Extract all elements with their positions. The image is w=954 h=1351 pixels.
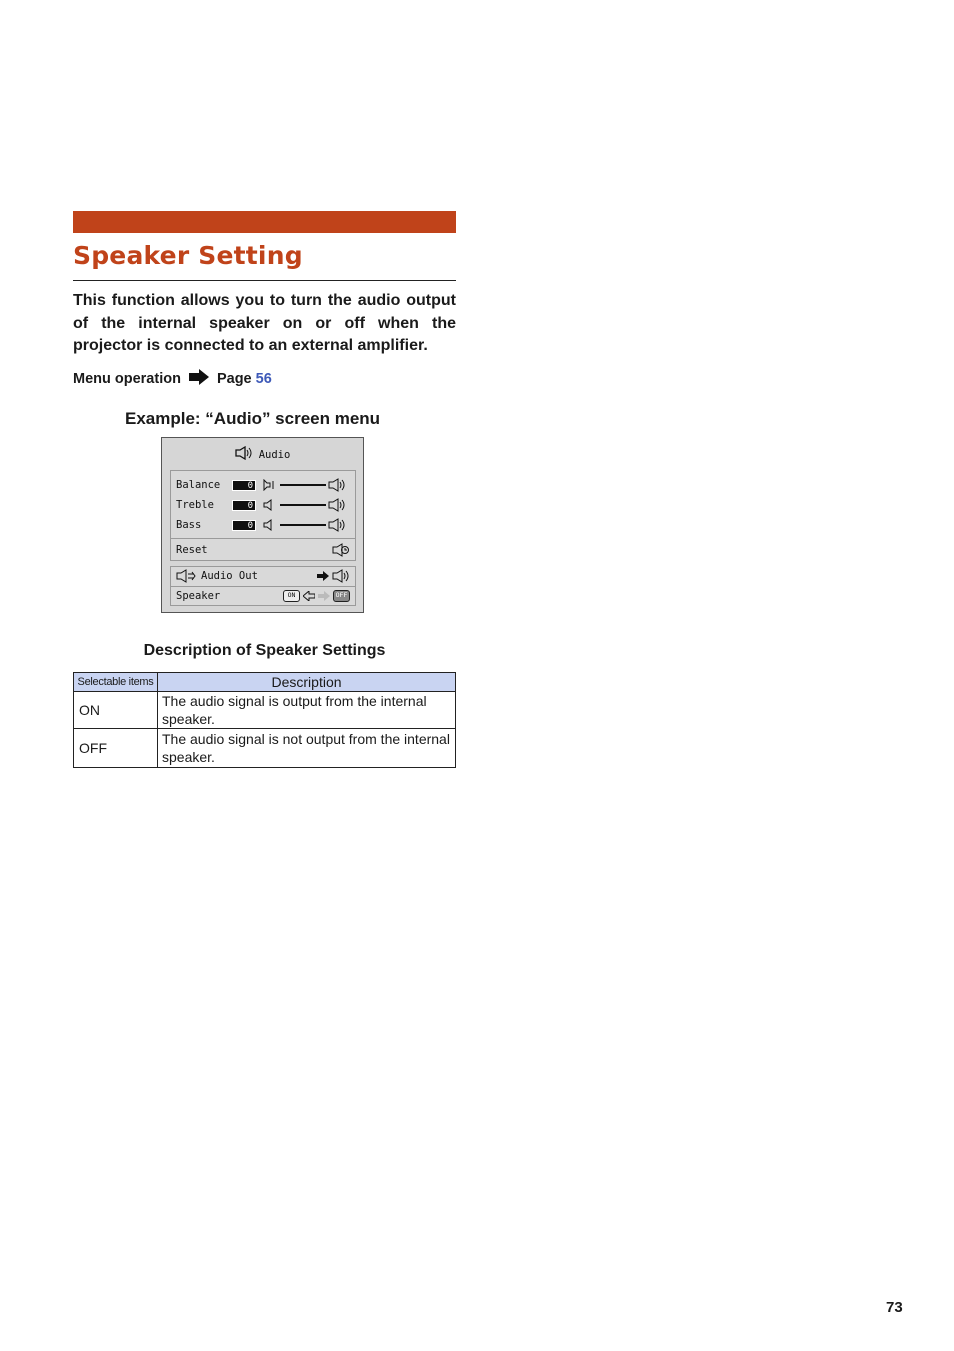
slider-track: [280, 524, 326, 526]
osd-row-speaker[interactable]: [176, 587, 350, 605]
example-caption: Example: “Audio” screen menu: [125, 409, 381, 428]
menu-operation-reference: [73, 369, 272, 389]
bass-slider[interactable]: [262, 518, 346, 532]
speaker-low-icon: [262, 519, 278, 531]
table-cell-description: The audio signal is output from the internal speaker.: [158, 692, 456, 729]
osd-row-audio-out[interactable]: [176, 567, 350, 585]
table-header-row: [74, 673, 456, 692]
osd-row-label: Treble: [176, 499, 214, 511]
menu-operation-label: Menu operation: [73, 371, 181, 387]
speaker-high-icon: [328, 518, 346, 532]
arrow-right-icon: [317, 571, 329, 581]
treble-slider[interactable]: [262, 498, 346, 512]
intro-paragraph: This function allows you to turn the audio output of the internal speaker on or off when the projector is connected to an external amplifier.: [73, 292, 456, 354]
audio-menu-screenshot: [161, 437, 364, 613]
speaker-low-icon: [262, 499, 278, 511]
slider-track: [280, 504, 326, 506]
table-row: [74, 729, 456, 768]
page-label: Page: [216, 371, 252, 387]
table-row: [74, 692, 456, 729]
osd-row-label: Balance: [176, 479, 221, 491]
table-cell-description: The audio signal is not output from the internal speaker.: [158, 729, 456, 768]
speaker-off-option[interactable]: OFF: [333, 590, 350, 602]
osd-row-reset[interactable]: [176, 541, 350, 559]
arrow-left-icon: [303, 591, 315, 601]
speaker-icon: [332, 569, 350, 583]
slider-track: [280, 484, 326, 486]
speaker-settings-table: [73, 672, 456, 768]
osd-row-value: 0: [232, 500, 256, 511]
title-underline: [73, 280, 456, 281]
table-cell-item: OFF: [74, 729, 158, 768]
osd-settings-panel: [170, 470, 356, 561]
speaker-high-icon: [328, 498, 346, 512]
table-cell-item: ON: [74, 692, 158, 729]
osd-row-balance[interactable]: [176, 476, 350, 494]
osd-row-label: Bass: [176, 519, 202, 531]
osd-row-value: 0: [232, 480, 256, 491]
speaker-left-icon: [262, 479, 278, 491]
speaker-on-option[interactable]: ON: [283, 590, 300, 602]
osd-row-treble[interactable]: [176, 496, 350, 514]
osd-output-panel: [170, 566, 356, 606]
table-caption: Description of Speaker Settings: [143, 642, 386, 659]
header-description: Description: [158, 673, 456, 692]
osd-header: [162, 446, 363, 463]
speaker-icon: [235, 446, 253, 463]
osd-header-label: Audio: [258, 448, 291, 461]
osd-row-value: 0: [232, 520, 256, 531]
speaker-right-icon: [328, 478, 346, 492]
osd-separator: [171, 538, 355, 539]
osd-row-label: Reset: [176, 544, 208, 556]
page-title: Speaker Setting: [73, 241, 303, 270]
osd-row-label: Speaker: [176, 590, 221, 602]
reset-icon: [332, 543, 350, 557]
audio-out-icon: [176, 569, 196, 583]
section-header-bar: [73, 211, 456, 233]
balance-slider[interactable]: [262, 478, 346, 492]
osd-row-bass[interactable]: [176, 516, 350, 534]
osd-row-label: Audio Out: [201, 570, 258, 582]
header-selectable-items: Selectable items: [74, 673, 158, 692]
page-reference-link[interactable]: 56: [255, 371, 272, 387]
arrow-right-faded-icon: [318, 591, 330, 601]
right-arrow-icon: [189, 369, 209, 389]
page-number: 73: [886, 1299, 903, 1316]
